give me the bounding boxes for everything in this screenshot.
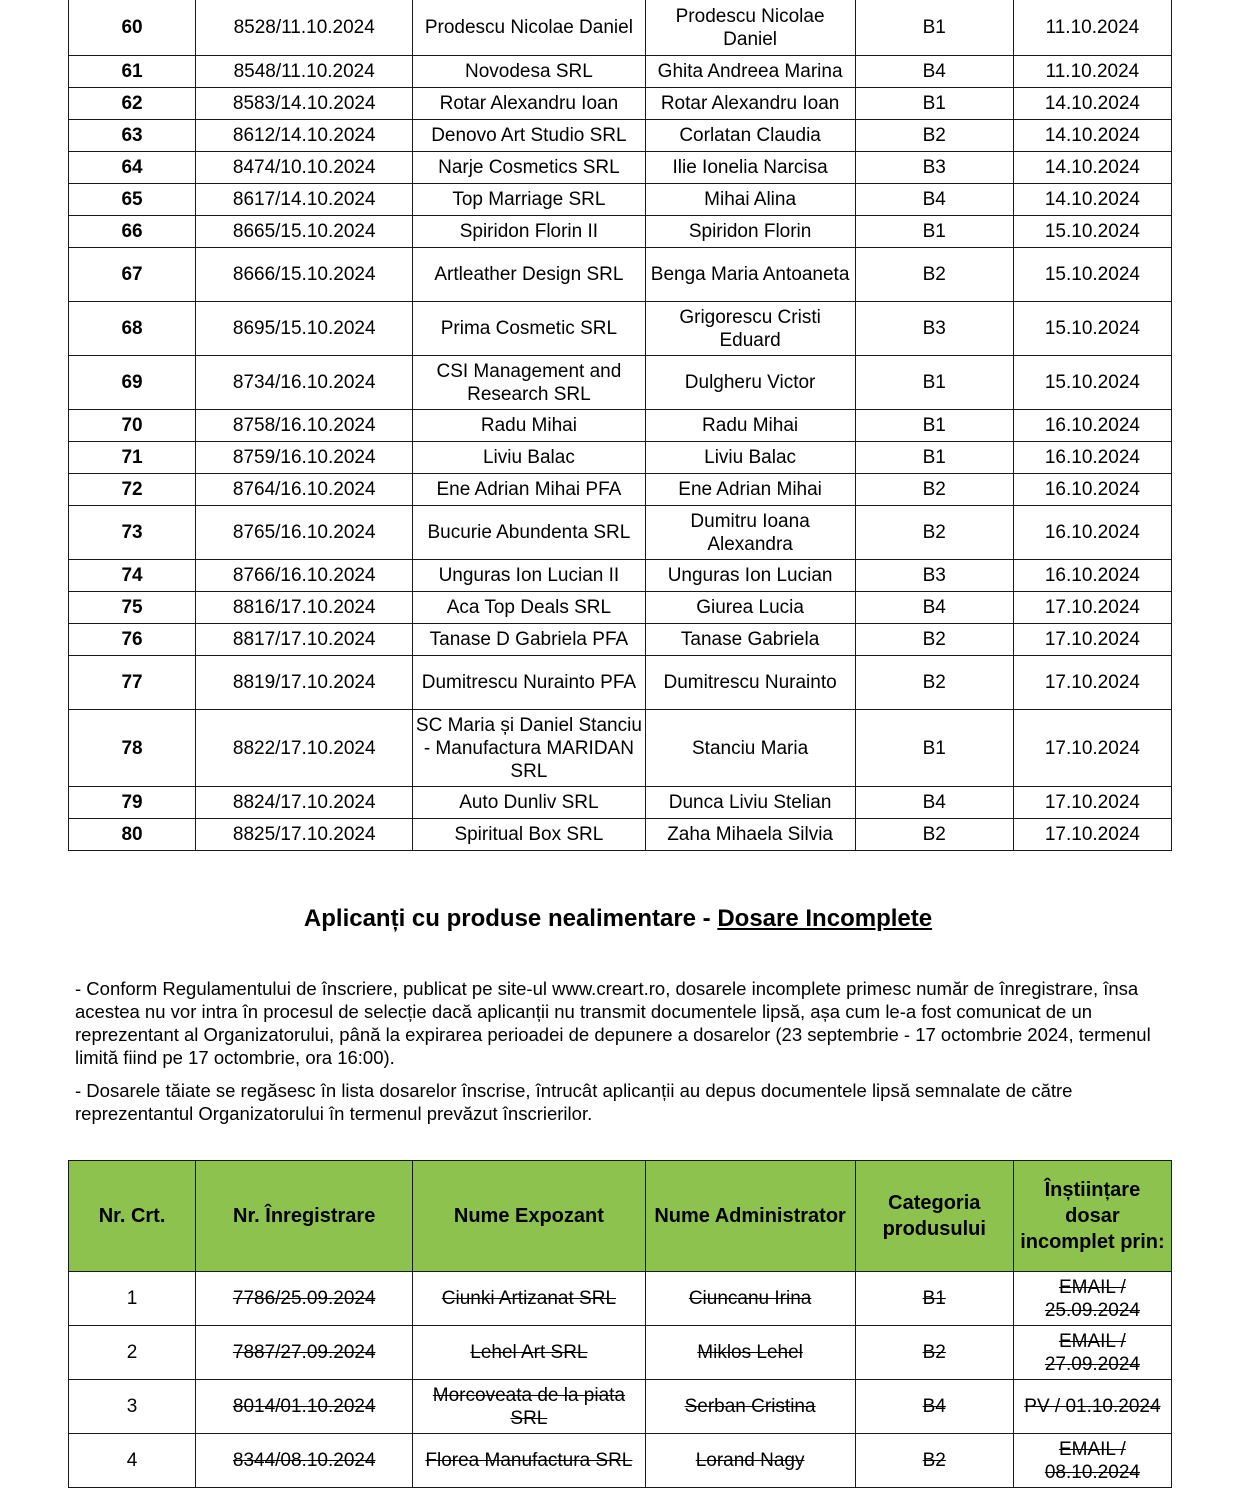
cell-nr: 77 xyxy=(69,656,196,710)
cell-expozant: Prima Cosmetic SRL xyxy=(413,302,645,356)
cell-inreg: 8765/16.10.2024 xyxy=(196,506,413,560)
cell-cat: B1 xyxy=(855,88,1013,120)
cell-expozant: Morcoveata de la piata SRL xyxy=(413,1380,645,1434)
table-row xyxy=(69,410,1172,442)
header-categoria: Categoria produsului xyxy=(855,1161,1013,1272)
cell-cat: B3 xyxy=(855,302,1013,356)
cell-cat: B2 xyxy=(855,474,1013,506)
cell-cat: B2 xyxy=(855,506,1013,560)
cell-cat: B1 xyxy=(855,216,1013,248)
table-row xyxy=(69,787,1172,819)
cell-expozant: Denovo Art Studio SRL xyxy=(413,120,645,152)
cell-inreg: 8819/17.10.2024 xyxy=(196,656,413,710)
cell-admin: Miklos Lehel xyxy=(645,1326,855,1380)
cell-cat: B1 xyxy=(855,356,1013,410)
cell-cat: B3 xyxy=(855,152,1013,184)
table-row xyxy=(69,184,1172,216)
cell-nr: 78 xyxy=(69,710,196,787)
table-row xyxy=(69,1272,1172,1326)
cell-inreg: 8666/15.10.2024 xyxy=(196,248,413,302)
cell-expozant: Narje Cosmetics SRL xyxy=(413,152,645,184)
table-row xyxy=(69,56,1172,88)
cell-nr: 74 xyxy=(69,560,196,592)
cell-inreg: 8665/15.10.2024 xyxy=(196,216,413,248)
cell-inreg: 8583/14.10.2024 xyxy=(196,88,413,120)
cell-admin: Dulgheru Victor xyxy=(645,356,855,410)
cell-instiintare: EMAIL / 25.09.2024 xyxy=(1013,1272,1171,1326)
cell-nr: 66 xyxy=(69,216,196,248)
cell-inreg: 7887/27.09.2024 xyxy=(196,1326,413,1380)
cell-data: 14.10.2024 xyxy=(1013,184,1171,216)
table-row xyxy=(69,442,1172,474)
registered-applicants-table xyxy=(68,0,1172,851)
cell-expozant: Lehel Art SRL xyxy=(413,1326,645,1380)
cell-data: 15.10.2024 xyxy=(1013,216,1171,248)
cell-expozant: Novodesa SRL xyxy=(413,56,645,88)
cell-data: 15.10.2024 xyxy=(1013,302,1171,356)
cell-data: 14.10.2024 xyxy=(1013,88,1171,120)
cell-admin: Dumitru Ioana Alexandra xyxy=(645,506,855,560)
table-row xyxy=(69,356,1172,410)
cell-nr: 65 xyxy=(69,184,196,216)
cell-inreg: 8014/01.10.2024 xyxy=(196,1380,413,1434)
cell-admin: Radu Mihai xyxy=(645,410,855,442)
cell-cat: B2 xyxy=(855,248,1013,302)
cell-cat: B1 xyxy=(855,710,1013,787)
cell-admin: Stanciu Maria xyxy=(645,710,855,787)
cell-nr: 64 xyxy=(69,152,196,184)
cell-admin: Giurea Lucia xyxy=(645,592,855,624)
cell-expozant: Rotar Alexandru Ioan xyxy=(413,88,645,120)
table-row xyxy=(69,88,1172,120)
cell-cat: B2 xyxy=(855,120,1013,152)
cell-expozant: Ciunki Artizanat SRL xyxy=(413,1272,645,1326)
header-nume-expozant: Nume Expozant xyxy=(413,1161,645,1272)
header-nume-administrator: Nume Administrator xyxy=(645,1161,855,1272)
cell-expozant: Spiridon Florin II xyxy=(413,216,645,248)
cell-admin: Prodescu Nicolae Daniel xyxy=(645,0,855,56)
cell-inreg: 8734/16.10.2024 xyxy=(196,356,413,410)
cell-expozant: Dumitrescu Nurainto PFA xyxy=(413,656,645,710)
cell-inreg: 8474/10.10.2024 xyxy=(196,152,413,184)
table-row xyxy=(69,302,1172,356)
cell-inreg: 8617/14.10.2024 xyxy=(196,184,413,216)
cell-data: 15.10.2024 xyxy=(1013,356,1171,410)
header-nr-inregistrare: Nr. Înregistrare xyxy=(196,1161,413,1272)
cell-admin: Ilie Ionelia Narcisa xyxy=(645,152,855,184)
cell-admin: Benga Maria Antoaneta xyxy=(645,248,855,302)
table-row xyxy=(69,710,1172,787)
cell-admin: Corlatan Claudia xyxy=(645,120,855,152)
cell-instiintare: PV / 01.10.2024 xyxy=(1013,1380,1171,1434)
cell-admin: Tanase Gabriela xyxy=(645,624,855,656)
cell-admin: Spiridon Florin xyxy=(645,216,855,248)
cell-admin: Ghita Andreea Marina xyxy=(645,56,855,88)
cell-expozant: CSI Management and Research SRL xyxy=(413,356,645,410)
cell-inreg: 8824/17.10.2024 xyxy=(196,787,413,819)
cell-inreg: 8695/15.10.2024 xyxy=(196,302,413,356)
table-row xyxy=(69,1380,1172,1434)
cell-admin: Serban Cristina xyxy=(645,1380,855,1434)
cell-nr: 4 xyxy=(69,1434,196,1488)
cell-admin: Liviu Balac xyxy=(645,442,855,474)
cell-cat: B2 xyxy=(855,1326,1013,1380)
cell-nr: 2 xyxy=(69,1326,196,1380)
cell-instiintare: EMAIL / 27.09.2024 xyxy=(1013,1326,1171,1380)
table-row xyxy=(69,474,1172,506)
cell-data: 16.10.2024 xyxy=(1013,506,1171,560)
cell-data: 14.10.2024 xyxy=(1013,152,1171,184)
cell-inreg: 8612/14.10.2024 xyxy=(196,120,413,152)
table-row xyxy=(69,506,1172,560)
cell-nr: 79 xyxy=(69,787,196,819)
cell-nr: 69 xyxy=(69,356,196,410)
cell-data: 17.10.2024 xyxy=(1013,819,1171,851)
cell-nr: 60 xyxy=(69,0,196,56)
cell-admin: Mihai Alina xyxy=(645,184,855,216)
table-row xyxy=(69,560,1172,592)
cell-nr: 70 xyxy=(69,410,196,442)
cell-admin: Dunca Liviu Stelian xyxy=(645,787,855,819)
cell-cat: B1 xyxy=(855,0,1013,56)
table-header-row xyxy=(69,1161,1172,1272)
cell-cat: B4 xyxy=(855,1380,1013,1434)
cell-admin: Zaha Mihaela Silvia xyxy=(645,819,855,851)
header-instiintare: Înștiințare dosar incomplet prin: xyxy=(1013,1161,1171,1272)
cell-admin: Ene Adrian Mihai xyxy=(645,474,855,506)
cell-expozant: Auto Dunliv SRL xyxy=(413,787,645,819)
cell-cat: B1 xyxy=(855,410,1013,442)
cell-admin: Grigorescu Cristi Eduard xyxy=(645,302,855,356)
section-title: Aplicanți cu produse nealimentare - Dosare Incomplete xyxy=(303,905,933,932)
cell-cat: B3 xyxy=(855,560,1013,592)
cell-expozant: Top Marriage SRL xyxy=(413,184,645,216)
cell-inreg: 8825/17.10.2024 xyxy=(196,819,413,851)
cell-inreg: 8816/17.10.2024 xyxy=(196,592,413,624)
cell-inreg: 8822/17.10.2024 xyxy=(196,710,413,787)
cell-data: 16.10.2024 xyxy=(1013,474,1171,506)
cell-inreg: 8766/16.10.2024 xyxy=(196,560,413,592)
header-nr-crt: Nr. Crt. xyxy=(69,1161,196,1272)
cell-nr: 73 xyxy=(69,506,196,560)
cell-expozant: SC Maria și Daniel Stanciu - Manufactura MARIDAN SRL xyxy=(413,710,645,787)
cell-inreg: 8344/08.10.2024 xyxy=(196,1434,413,1488)
cell-nr: 71 xyxy=(69,442,196,474)
table-row xyxy=(69,152,1172,184)
cell-inreg: 8764/16.10.2024 xyxy=(196,474,413,506)
cell-nr: 67 xyxy=(69,248,196,302)
cell-data: 15.10.2024 xyxy=(1013,248,1171,302)
table-row xyxy=(69,624,1172,656)
cell-nr: 68 xyxy=(69,302,196,356)
notes xyxy=(75,977,1170,1135)
cell-nr: 80 xyxy=(69,819,196,851)
cell-data: 11.10.2024 xyxy=(1013,0,1171,56)
cell-data: 17.10.2024 xyxy=(1013,710,1171,787)
cell-cat: B1 xyxy=(855,1272,1013,1326)
cell-expozant: Ene Adrian Mihai PFA xyxy=(413,474,645,506)
table-row xyxy=(69,592,1172,624)
table-row xyxy=(69,819,1172,851)
cell-inreg: 8759/16.10.2024 xyxy=(196,442,413,474)
cell-data: 17.10.2024 xyxy=(1013,656,1171,710)
cell-inreg: 8548/11.10.2024 xyxy=(196,56,413,88)
table-row xyxy=(69,0,1172,56)
cell-cat: B2 xyxy=(855,624,1013,656)
cell-data: 17.10.2024 xyxy=(1013,592,1171,624)
cell-inreg: 8758/16.10.2024 xyxy=(196,410,413,442)
cell-cat: B2 xyxy=(855,1434,1013,1488)
cell-nr: 62 xyxy=(69,88,196,120)
cell-inreg: 8817/17.10.2024 xyxy=(196,624,413,656)
section-title-underlined: Dosare Incomplete xyxy=(717,905,933,932)
cell-data: 16.10.2024 xyxy=(1013,442,1171,474)
incomplete-files-table xyxy=(68,1160,1172,1488)
cell-nr: 75 xyxy=(69,592,196,624)
cell-expozant: Spiritual Box SRL xyxy=(413,819,645,851)
cell-expozant: Unguras Ion Lucian II xyxy=(413,560,645,592)
cell-cat: B2 xyxy=(855,819,1013,851)
cell-expozant: Tanase D Gabriela PFA xyxy=(413,624,645,656)
cell-nr: 3 xyxy=(69,1380,196,1434)
cell-expozant: Liviu Balac xyxy=(413,442,645,474)
table-row xyxy=(69,248,1172,302)
cell-cat: B4 xyxy=(855,56,1013,88)
note-1: - Conform Regulamentului de înscriere, publicat pe site-ul www.creart.ro, dosarele incomplete primesc număr de înregistrare, însa acestea nu vor intra în procesul de selecție dacă aplicanții nu transmit documentele lipsă, așa cum le-a fost comunicat de un reprezentant al Organizatorului, până la expirarea perioadei de depunere a dosarelor (23 septembrie - 17 octombrie 2024, termenul limită fiind pe 17 octombrie, ora 16:00). xyxy=(75,978,1151,1068)
cell-expozant: Bucurie Abundenta SRL xyxy=(413,506,645,560)
cell-admin: Rotar Alexandru Ioan xyxy=(645,88,855,120)
cell-expozant: Aca Top Deals SRL xyxy=(413,592,645,624)
cell-inreg: 7786/25.09.2024 xyxy=(196,1272,413,1326)
cell-nr: 61 xyxy=(69,56,196,88)
cell-instiintare: EMAIL / 08.10.2024 xyxy=(1013,1434,1171,1488)
cell-data: 14.10.2024 xyxy=(1013,120,1171,152)
cell-expozant: Prodescu Nicolae Daniel xyxy=(413,0,645,56)
table-row xyxy=(69,1326,1172,1380)
cell-nr: 72 xyxy=(69,474,196,506)
cell-data: 17.10.2024 xyxy=(1013,624,1171,656)
cell-expozant: Radu Mihai xyxy=(413,410,645,442)
table-row xyxy=(69,216,1172,248)
cell-expozant: Artleather Design SRL xyxy=(413,248,645,302)
cell-cat: B4 xyxy=(855,592,1013,624)
cell-data: 11.10.2024 xyxy=(1013,56,1171,88)
cell-nr: 63 xyxy=(69,120,196,152)
cell-data: 17.10.2024 xyxy=(1013,787,1171,819)
cell-cat: B4 xyxy=(855,787,1013,819)
cell-data: 16.10.2024 xyxy=(1013,560,1171,592)
table-row xyxy=(69,1434,1172,1488)
cell-nr: 1 xyxy=(69,1272,196,1326)
cell-cat: B4 xyxy=(855,184,1013,216)
table-row xyxy=(69,656,1172,710)
table-row xyxy=(69,120,1172,152)
cell-admin: Unguras Ion Lucian xyxy=(645,560,855,592)
cell-data: 16.10.2024 xyxy=(1013,410,1171,442)
cell-cat: B1 xyxy=(855,442,1013,474)
note-2: - Dosarele tăiate se regăsesc în lista dosarelor înscrise, întrucât aplicanții au depus documentele lipsă semnalate de către reprezentantul Organizatorului în termenul prevăzut înscrierilor. xyxy=(75,1080,1073,1124)
cell-cat: B2 xyxy=(855,656,1013,710)
cell-admin: Dumitrescu Nurainto xyxy=(645,656,855,710)
cell-admin: Lorand Nagy xyxy=(645,1434,855,1488)
cell-expozant: Florea Manufactura SRL xyxy=(413,1434,645,1488)
cell-inreg: 8528/11.10.2024 xyxy=(196,0,413,56)
cell-nr: 76 xyxy=(69,624,196,656)
cell-admin: Ciuncanu Irina xyxy=(645,1272,855,1326)
